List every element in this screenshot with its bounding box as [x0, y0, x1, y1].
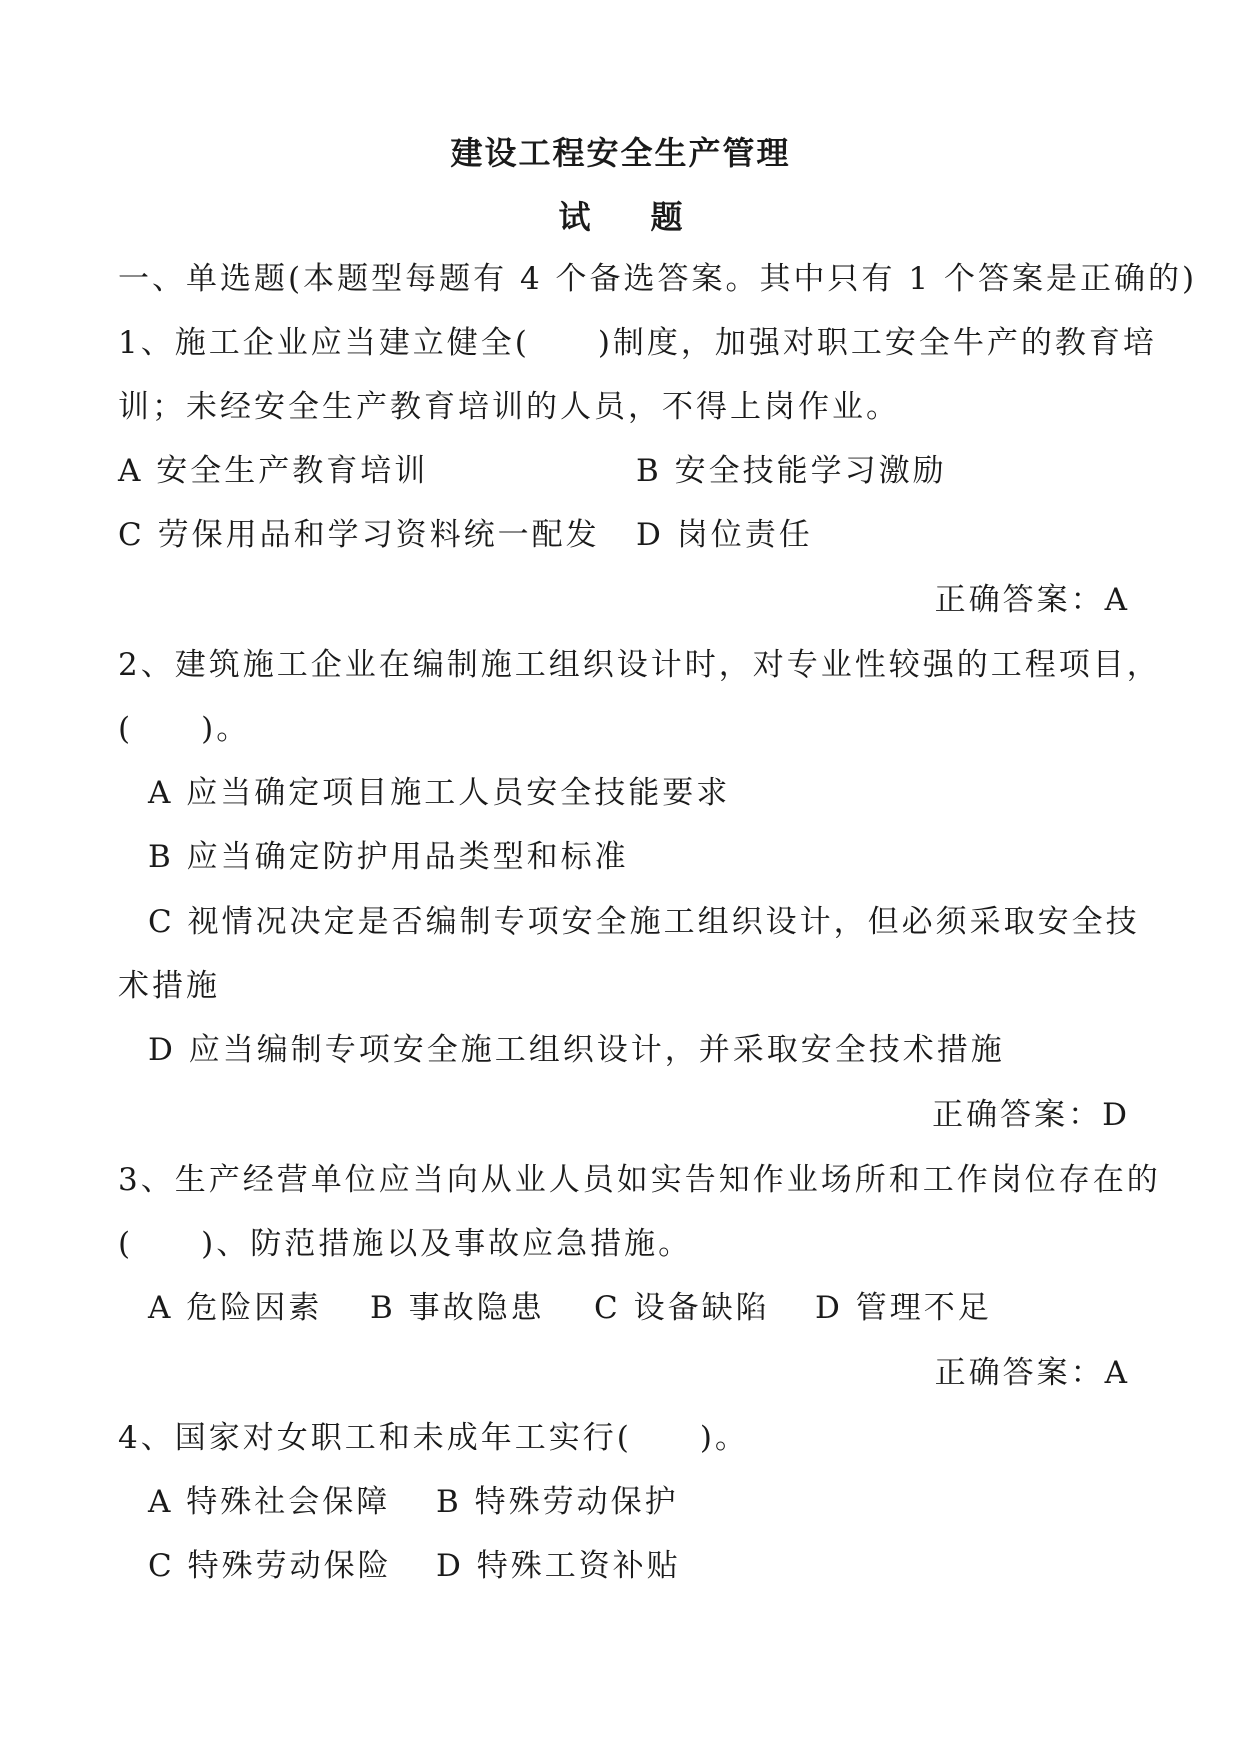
question-3-option-a: A 危险因素 — [148, 1290, 323, 1326]
question-1-text-line2: 训；未经安全生产教育培训的人员，不得上岗作业。 — [118, 389, 900, 425]
question-1-text-line1: 1、施工企业应当建立健全( )制度，加强对职工安全牛产的教育培 — [118, 325, 1157, 361]
question-1-answer: 正确答案：A — [934, 582, 1130, 618]
question-3-text-line1: 3、生产经营单位应当向从业人员如实告知作业场所和工作岗位存在的 — [118, 1162, 1161, 1198]
section-heading: 一、单选题(本题型每题有 4 个备选答案。其中只有 1 个答案是正确的) — [118, 261, 1198, 297]
question-1-option-d: D 岗位责任 — [636, 517, 813, 553]
question-3-option-b: B 事故隐患 — [370, 1290, 545, 1326]
question-4-option-a: A 特殊社会保障 — [148, 1484, 391, 1520]
question-2-text-line1: 2、建筑施工企业在编制施工组织设计时，对专业性较强的工程项目， — [118, 647, 1161, 683]
question-2-option-c-line1: C 视情况决定是否编制专项安全施工组织设计，但必须采取安全技 — [148, 904, 1140, 940]
question-3-answer: 正确答案：A — [934, 1355, 1130, 1391]
question-2-option-b: B 应当确定防护用品类型和标准 — [148, 839, 629, 875]
question-4-option-d: D 特殊工资补贴 — [436, 1548, 681, 1584]
doc-title: 建设工程安全生产管理 — [450, 134, 791, 172]
question-3-option-c: C 设备缺陷 — [594, 1290, 770, 1326]
question-3-text-line2: ( )、防范措施以及事故应急措施。 — [118, 1226, 693, 1262]
question-1-option-b: B 安全技能学习激励 — [636, 453, 947, 489]
question-2-option-c-line2: 术措施 — [118, 968, 220, 1004]
question-4-option-c: C 特殊劳动保险 — [148, 1548, 392, 1584]
question-2-text-line2: ( )。 — [118, 711, 251, 747]
question-2-option-d: D 应当编制专项安全施工组织设计，并采取安全技术措施 — [148, 1032, 1005, 1068]
question-2-option-a: A 应当确定项目施工人员安全技能要求 — [148, 775, 731, 811]
question-4-option-b: B 特殊劳动保护 — [436, 1484, 679, 1520]
question-2-answer: 正确答案：D — [932, 1097, 1130, 1133]
question-4-text-line1: 4、国家对女职工和未成年工实行( )。 — [118, 1420, 749, 1456]
question-1-option-c: C 劳保用品和学习资料统一配发 — [118, 517, 600, 553]
question-3-option-d: D 管理不足 — [815, 1290, 992, 1326]
doc-subtitle: 试题 — [558, 198, 743, 236]
question-1-option-a: A 安全生产教育培训 — [118, 453, 429, 489]
